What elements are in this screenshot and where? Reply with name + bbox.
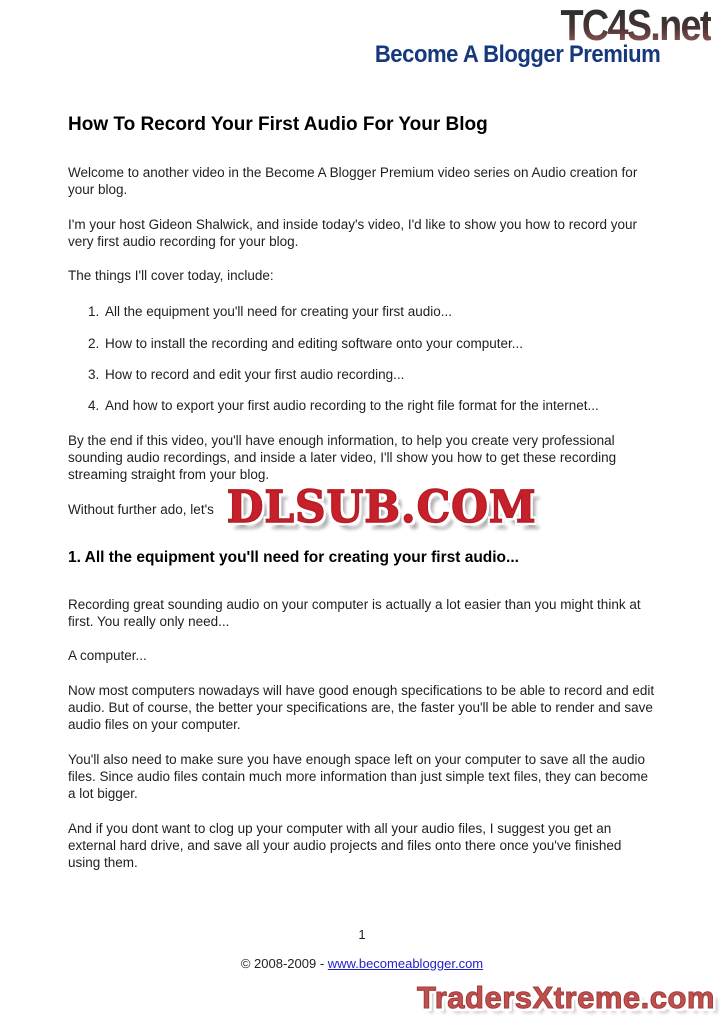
section-heading: 1. All the equipment you'll need for creating your first audio... [68, 548, 519, 566]
page-title: How To Record Your First Audio For Your Blog [68, 114, 488, 135]
copyright-line [0, 956, 724, 971]
paragraph: I'm your host Gideon Shalwick, and inside today's video, I'd like to show you how to record your very first audio recording for your blog. [68, 216, 638, 249]
tc4s-watermark: TC4S.net [560, 1, 711, 50]
paragraph: Welcome to another video in the Become A Blogger Premium video series on Audio creation for your blog. [68, 165, 638, 198]
dlsub-watermark: DLSUB.COM [221, 483, 542, 536]
paragraph: By the end if this video, you'll have enough information, to help you create very professional sounding audio recordings, and inside a later video, I'll show you how to get these recording streaming straight from your blog. [68, 432, 617, 483]
paragraph: Recording great sounding audio on your computer is actually a lot easier than you might think at first. You really only need... [68, 596, 641, 630]
list-item: 4. And how to export your first audio recording to the right file format for the internet... [103, 397, 656, 414]
topics-list [87, 303, 656, 414]
document-content [68, 0, 656, 871]
list-item: 1. All the equipment you'll need for creating your first audio... [103, 303, 656, 320]
paragraph: Now most computers nowadays will have good enough specifications to be able to record and edit audio. But of course, the better your specifications are, the faster you'll be able to render and save audio files on your computer. [68, 682, 655, 733]
paragraph: Without further ado, let's [68, 501, 214, 517]
becomeablogger-link[interactable]: www.becomeablogger.com [327, 956, 484, 971]
become-a-blogger-premium-watermark: Become A Blogger Premium [374, 41, 660, 68]
paragraph: A computer... [68, 648, 147, 664]
page-number: 1 [358, 927, 366, 942]
paragraph: And if you dont want to clog up your computer with all your audio files, I suggest you get an external hard drive, and save all your audio projects and files onto there once you've finished using them. [68, 820, 622, 871]
copyright-text: © 2008-2009 - [240, 956, 328, 971]
list-item: 2. How to install the recording and editing software onto your computer... [103, 335, 656, 352]
paragraph: You'll also need to make sure you have enough space left on your computer to save all the audio files. Since audio files contain much more information than just simple text files, they can become a lot bigger. [68, 751, 649, 802]
tradersxtreme-watermark: TradersXtreme.com [417, 980, 715, 1015]
list-item: 3. How to record and edit your first audio recording... [103, 366, 656, 383]
paragraph: The things I'll cover today, include: [68, 268, 274, 284]
